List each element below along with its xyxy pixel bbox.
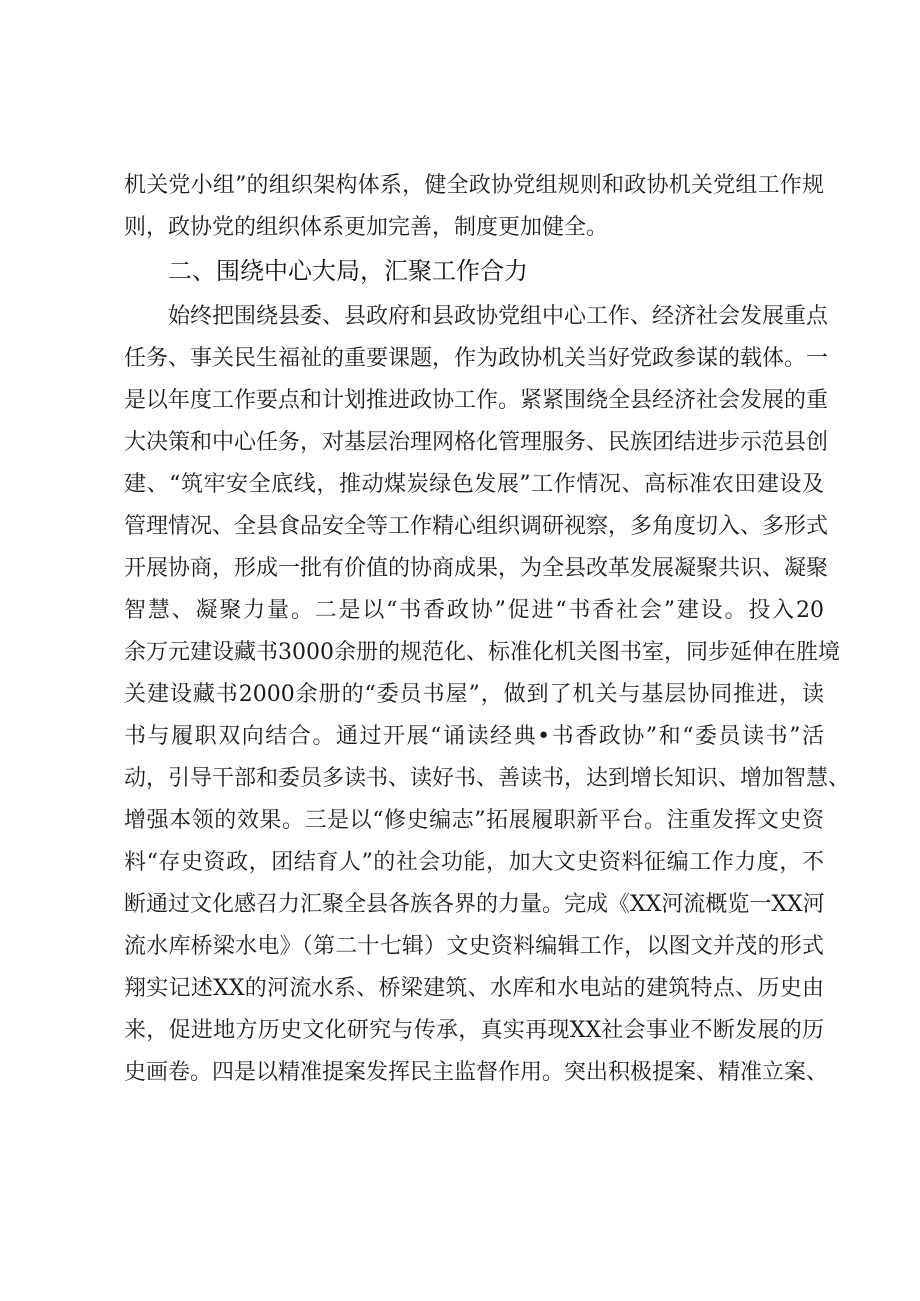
text-line: 翔实记述XX的河流水系、桥梁建筑、水库和水电站的建筑特点、历史由 xyxy=(124,976,824,1001)
text-line: 料“存史资政，团结育人”的社会功能，加大文史资料征编工作力度，不 xyxy=(124,850,824,875)
text-line: 史画卷。四是以精准提案发挥民主监督作用。突出积极提案、精准立案、 xyxy=(124,1060,829,1085)
section-heading: 二、围绕中心大局，汇聚工作合力 xyxy=(168,257,528,285)
text-line: 动，引导干部和委员多读书、读好书、善读书，达到增长知识、增加智慧、 xyxy=(124,766,851,791)
text-line: 关建设藏书2000余册的“委员书屋”，做到了机关与基层协同推进，读 xyxy=(124,682,824,707)
text-line: 始终把围绕县委、县政府和县政协党组中心工作、经济社会发展重点 xyxy=(168,304,829,329)
text-line: 流水库桥梁水电》（第二十七辑）文史资料编辑工作，以图文并茂的形式 xyxy=(124,934,824,959)
text-line: 开展协商，形成一批有价值的协商成果，为全县改革发展凝聚共识、凝聚 xyxy=(124,556,829,581)
text-line: 增强本领的效果。三是以“修史编志”拓展履职新平台。注重发挥文史资 xyxy=(124,808,824,833)
text-line: 来，促进地方历史文化研究与传承，真实再现XX社会事业不断发展的历 xyxy=(124,1018,824,1043)
text-line: 任务、事关民生福祉的重要课题，作为政协机关当好党政参谋的载体。一 xyxy=(124,346,829,371)
text-line: 书与履职双向结合。通过开展“诵读经典•书香政协”和“委员读书”活 xyxy=(124,724,824,749)
text-line: 则，政协党的组织体系更加完善，制度更加健全。 xyxy=(124,215,609,240)
text-line: 管理情况、全县食品安全等工作精心组织调研视察，多角度切入、多形式 xyxy=(124,514,829,539)
text-line: 是以年度工作要点和计划推进政协工作。紧紧围绕全县经济社会发展的重 xyxy=(124,388,829,413)
text-line: 断通过文化感召力汇聚全县各族各界的力量。完成《XX河流概览一XX河 xyxy=(124,892,825,917)
text-line: 余万元建设藏书3000余册的规范化、标准化机关图书室，同步延伸在胜境 xyxy=(124,640,840,665)
text-line: 智慧、凝聚力量。二是以“书香政协”促进“书香社会”建设。投入20 xyxy=(124,598,825,623)
text-line: 大决策和中心任务，对基层治理网格化管理服务、民族团结进步示范县创 xyxy=(124,430,829,455)
text-line: 建、“筑牢安全底线，推动煤炭绿色发展”工作情况、高标准农田建设及 xyxy=(124,472,824,497)
text-line: 机关党小组”的组织架构体系，健全政协党组规则和政协机关党组工作规 xyxy=(124,173,824,198)
